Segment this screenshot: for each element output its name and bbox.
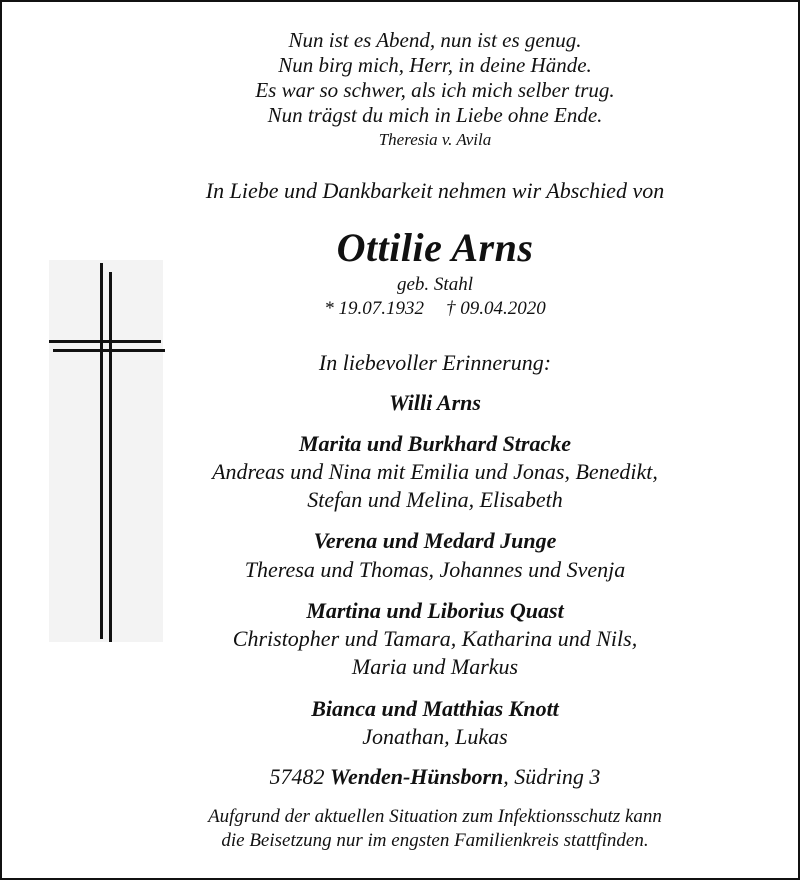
mourner-detail: Stefan und Melina, Elisabeth	[307, 487, 563, 512]
memory-heading: In liebevoller Erinnerung:	[318, 350, 552, 375]
mourner-detail: Christopher und Tamara, Katharina und Nils,	[232, 626, 638, 651]
mourner-name: Verena und Medard Junge	[313, 528, 557, 553]
notice-line-1: Aufgrund der aktuellen Situation zum Infektionsschutz kann	[208, 806, 662, 827]
poem-author: Theresia v. Avila	[378, 130, 492, 149]
address	[2, 764, 800, 790]
intro-text: In Liebe und Dankbarkeit nehmen wir Abschied von	[205, 178, 665, 203]
mourner-name: Bianca und Matthias Knott	[311, 696, 559, 721]
address-street: , Südring 3	[503, 764, 601, 789]
maiden-name: geb. Stahl	[397, 274, 473, 295]
deceased-name: Ottilie Arns	[336, 225, 534, 270]
mourner-name: Martina und Liborius Quast	[306, 598, 564, 623]
mourner-detail: Theresa und Thomas, Johannes und Svenja	[244, 557, 626, 582]
address-town: Wenden-Hünsborn	[330, 764, 504, 789]
poem-line-2: Nun birg mich, Herr, in deine Hände.	[278, 53, 592, 77]
mourner-detail: Andreas und Nina mit Emilia und Jonas, Benedikt,	[212, 459, 658, 484]
poem-line-4: Nun trägst du mich in Liebe ohne Ende.	[267, 103, 603, 127]
birth-date: * 19.07.1932	[324, 298, 424, 319]
cross-horizontal-bar-1	[49, 340, 161, 343]
mourner-name: Willi Arns	[389, 390, 481, 415]
mourner-detail: Maria und Markus	[351, 654, 519, 679]
notice-line-2: die Beisetzung nur im engsten Familienkreis stattfinden.	[221, 830, 649, 851]
poem-line-3: Es war so schwer, als ich mich selber trug.	[255, 78, 615, 102]
death-date: † 09.04.2020	[446, 298, 546, 319]
cross-vertical-bar-2	[109, 272, 112, 642]
life-dates	[2, 298, 800, 320]
address-zip: 57482	[269, 764, 325, 789]
mourner-detail: Jonathan, Lukas	[362, 724, 508, 749]
mourner-name: Marita und Burkhard Stracke	[298, 431, 572, 456]
poem-line-1: Nun ist es Abend, nun ist es genug.	[288, 28, 582, 52]
